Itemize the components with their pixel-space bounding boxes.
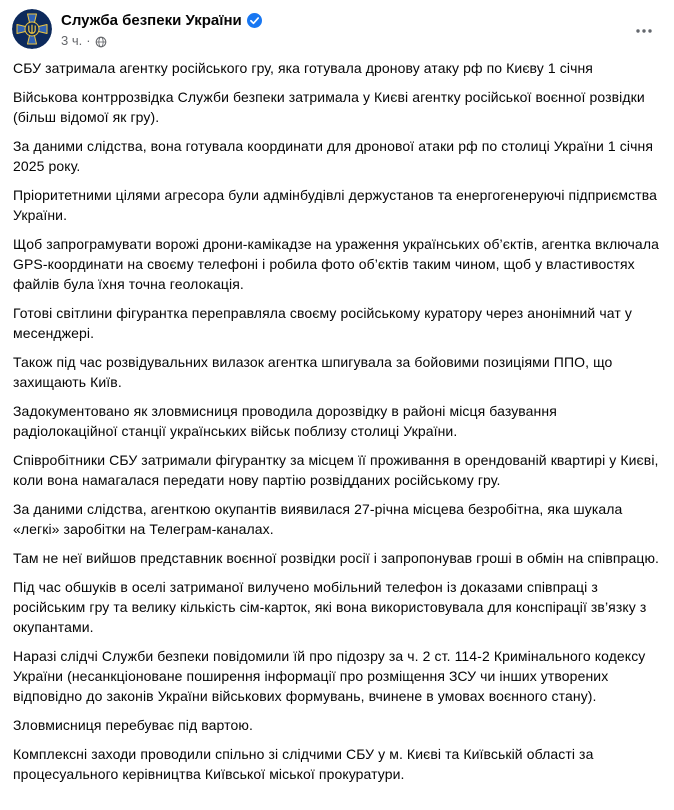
post-paragraph: Зловмисниця перебуває під вартою. (13, 717, 253, 733)
page-avatar[interactable] (12, 9, 52, 49)
post-body (0, 53, 674, 796)
post-paragraph: Задокументовано як зловмисниця проводила дорозвідку в районі місця базування радіолокаційної станції українських військ поблизу столиці України. (13, 403, 561, 439)
verified-badge-icon (247, 13, 262, 28)
post-paragraph: Також під час розвідувальних вилазок агентка шпигувала за бойовими позиціями ППО, що захищають Київ. (13, 354, 617, 390)
post-paragraph: СБУ затримала агентку російського гру, яка готувала дронову атаку рф по Києву 1 січня (13, 60, 593, 76)
post-paragraph: Готові світлини фігурантка переправляла своєму російському куратору через анонімний чат у месенджері. (13, 305, 636, 341)
post-paragraph: За даними слідства, вона готувала координати для дронової атаки рф по столиці України 1 січня 2025 року. (13, 138, 657, 174)
post-paragraph: Під час обшуків в оселі затриманої вилучено мобільний телефон із доказами співпраці з російським гру та велику кількість сім-карток, які вона використовувала для конспірації зв’язку з окупантами. (13, 579, 651, 635)
name-row (61, 11, 628, 30)
timestamp-link[interactable]: 3 ч. (61, 33, 83, 48)
more-options-button[interactable] (628, 15, 660, 47)
post-paragraph: Пріоритетними цілями агресора були адмінбудівлі держустанов та енергогенеруючі підприємства України. (13, 187, 662, 223)
meta-separator: · (86, 33, 91, 48)
header-text (61, 9, 628, 49)
post-paragraph: Там не неї вийшов представник воєнної розвідки росії і запропонував гроші в обмін на співпрацю. (13, 550, 660, 566)
post-paragraph: Щоб запрограмувати ворожі дрони-камікадзе на ураження українських об’єктів, агентка включала GPS-координати на своєму телефоні і робила фото об’єктів таким чином, щоб у властивостях файлів була їхня точна геолокація. (13, 236, 663, 292)
post-paragraph: Військова контррозвідка Служби безпеки затримала у Києві агентку російської воєнної розвідки (більш відомої як гру). (13, 89, 649, 125)
page-name-link[interactable]: Служба безпеки України (61, 12, 242, 29)
post-paragraph: Комплексні заходи проводили спільно зі слідчими СБУ у м. Києві та Київській області за процесуального керівництва Київської міської прокуратури. (13, 746, 598, 782)
post-paragraph: Співробітники СБУ затримали фігурантку за місцем її проживання в орендованій квартирі у Києві, коли вона намагалася передати нову партію розвідданих російському гру. (13, 452, 663, 488)
post-paragraph: Наразі слідчі Служби безпеки повідомили їй про підозру за ч. 2 ст. 114-2 Кримінального кодексу України (несанкціоноване поширення інформації про розміщення ЗСУ чи інших утворених відповідно до законів України військових формувань, вчинене в умовах воєнного стану). (13, 648, 650, 704)
meta-row (61, 33, 628, 49)
globe-icon (95, 36, 107, 48)
post-header (0, 0, 674, 53)
ellipsis-icon (634, 21, 654, 41)
sbu-emblem-icon (12, 9, 52, 49)
post-paragraph: За даними слідства, агенткою окупантів виявилася 27-річна місцева безробітна, яка шукала «легкі» заробітки на Телеграм-каналах. (13, 501, 627, 537)
